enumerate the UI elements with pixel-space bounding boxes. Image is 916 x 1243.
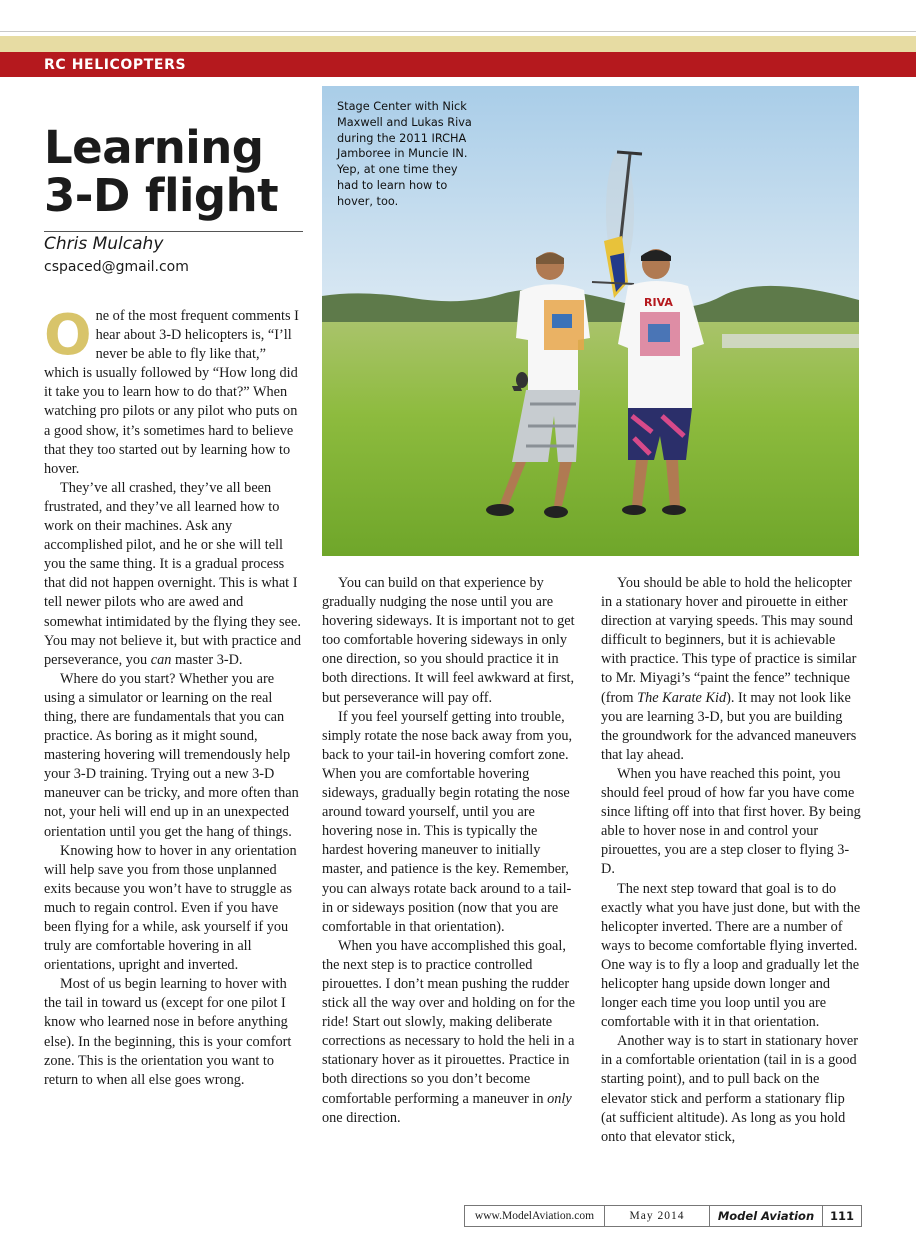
footer-date: May 2014: [605, 1206, 710, 1226]
paragraph: Most of us begin learning to hover with the tail in toward us (except for one pilot I know who learned nose in before anything else). In the beginning, this is your comfort zone. This is the orientation you want to return to when all else goes wrong.: [44, 976, 292, 1088]
article-column-3: [601, 574, 861, 1147]
paragraph-text: You should be able to hold the helicopter in a stationary hover and pirouette in either direction at varying speeds. This may sound difficult to beginners, but it is achievable with practice. This type of practice is similar to Mr. Miyagi’s “paint the fence” technique (from: [601, 575, 857, 706]
top-rule: [0, 31, 916, 32]
emphasis: The Karate Kid: [637, 689, 727, 706]
footer-magazine: Model Aviation: [710, 1206, 823, 1226]
paragraph: The next step toward that goal is to do exactly what you have just done, but with the helicopter inverted. There are a number of ways to become comfortable flying inverted. One way is to fly a loop and gradually let the helicopter hang upside down longer and longer each time you loop until you are comfortable with it in that orientation.: [601, 880, 861, 1031]
emphasis: can: [150, 651, 172, 668]
paragraph: [44, 479, 304, 670]
emphasis: only: [547, 1090, 572, 1107]
paragraph: Where do you start? Whether you are using a simulator or learning on the real thing, there are fundamentals that you can practice. As boring as it might sound, mastering hovering will tremendously help your 3-D training. Trying out a new 3-D maneuver can be tricky, and more often than not, your heli will end up in an unexpected orientation until you get the hang of things.: [44, 670, 299, 840]
article-column-1: [44, 303, 304, 1090]
paragraph-text: ne of the most frequent comments I hear about 3-D helicopters is, “I’ll never be able to fly like that,” which is usually followed by “How long did it take you to learn how to do that?” When watching pro pilots or any pilot who puts on a good show, it’s sometimes hard to believe that they too started out by learning how to hover.: [44, 308, 299, 477]
page-number: 111: [829, 1209, 854, 1223]
paragraph: Knowing how to hover in any orientation will help save you from those unplanned exits because you won’t have to struggle as much to regain control. Even if you have been flying for a while, ask yourself if you truly are comfortable hovering in all orientations, upright and inverted.: [44, 842, 297, 974]
paragraph: You can build on that experience by gradually nudging the nose until you are hovering sideways. It is important not to get too comfortable hovering sideways in only one direction, so you should practice it in both directions. It will feel awkward at first, but perseverance will pay off.: [322, 575, 575, 706]
paragraph-text: ). It may not look like you are learning 3-D, but you are building the groundwork for the advanced maneuvers that lay ahead.: [601, 689, 857, 763]
footer-url[interactable]: www.ModelAviation.com: [465, 1206, 605, 1226]
paragraph-text: They’ve all crashed, they’ve all been frustrated, and they’ve all learned how to work on their machines. Ask any accomplished pilot, and he or she will tell you the same thing. It is a gradual process that did not happen overnight. This is what I tell newer pilots who are awed and somewhat intimidated by the flying they see. You may not believe it, but with practice and perseverance, you: [44, 479, 302, 668]
shirt-text: RIVA: [644, 296, 673, 309]
paragraph: If you feel yourself getting into trouble, simply rotate the nose back away from you, back to your tail-in hovering comfort zone. When you are comfortable hovering sideways, gradually begin rotating the nose around toward yourself, until you are hovering nose in. This is typically the hardest hovering maneuver to initially master, and patience is the key. Remember, you can always rotate back around to a tail-in or sideways position (now that you are comfortable in that orientation).: [322, 708, 573, 935]
paragraph: [601, 574, 861, 765]
paragraph-text: master 3-D.: [171, 651, 243, 668]
author-email: cspaced@gmail.com: [44, 259, 189, 275]
title-line-1: Learning: [44, 121, 264, 174]
paragraph-text: one direction.: [322, 1109, 401, 1126]
paragraph: When you have reached this point, you should feel proud of how far you have come since lifting off into that first hover. By being able to hover nose in and control your pirouettes, you are a step closer to flying 3-D.: [601, 765, 861, 878]
title-rule: [44, 231, 303, 232]
drop-cap: O: [44, 303, 92, 368]
article-title: [44, 121, 279, 222]
photo-caption: Stage Center with Nick Maxwell and Lukas Riva during the 2011 IRCHA Jamboree in Muncie IN. Yep, at one time they had to learn how to hover, too.: [337, 100, 472, 208]
author-name: Chris Mulcahy: [44, 234, 164, 254]
article-column-2: [322, 574, 582, 1128]
page-footer: [464, 1205, 862, 1227]
paragraph: Another way is to start in stationary hover in a comfortable orientation (tail in is a good starting point), and to pull back on the elevator stick and perform a stationary flip (at sufficient altitude). As long as you hold onto that elevator stick,: [601, 1033, 859, 1145]
title-line-2: 3-D flight: [44, 169, 279, 222]
paragraph-text: When you have accomplished this goal, the next step is to practice controlled pirouettes. I don’t mean pushing the rudder stick all the way over and holding on for the ride! Start out slowly, making deliberate corrections as necessary to hold the heli in a stationary hover as it pirouettes. Practice in both directions so you don’t become comfortable performing a maneuver in: [322, 937, 575, 1107]
section-label: RC HELICOPTERS: [44, 57, 187, 73]
header-tan-band: [0, 36, 916, 52]
paragraph: [44, 303, 304, 479]
paragraph: [322, 937, 582, 1128]
